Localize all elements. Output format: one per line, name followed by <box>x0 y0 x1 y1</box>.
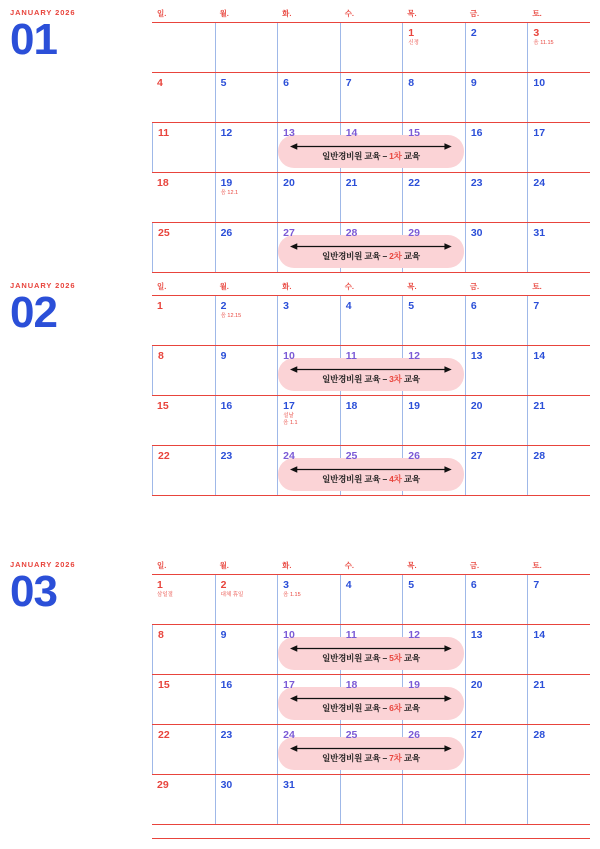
day-cell[interactable] <box>465 725 528 774</box>
day-cell-empty <box>402 775 465 824</box>
day-cell[interactable] <box>277 575 340 624</box>
month-kicker: JANUARY 2026 <box>10 560 76 569</box>
day-number: 3 <box>283 300 289 312</box>
day-cell[interactable] <box>152 725 215 774</box>
day-cell[interactable] <box>527 296 590 345</box>
day-number: 17 <box>283 400 295 412</box>
training-session-bar <box>278 458 464 491</box>
day-cell-empty <box>340 775 403 824</box>
day-cell[interactable] <box>152 296 215 345</box>
day-number: 22 <box>158 450 170 462</box>
day-cell[interactable] <box>152 173 215 222</box>
day-number: 4 <box>157 77 163 89</box>
day-number: 6 <box>470 300 477 312</box>
day-cell[interactable] <box>215 346 278 395</box>
day-cell[interactable] <box>152 775 215 824</box>
day-number: 29 <box>408 227 420 239</box>
day-cell[interactable] <box>527 396 590 445</box>
day-cell[interactable] <box>465 575 528 624</box>
day-cell[interactable] <box>527 173 590 222</box>
day-cell[interactable] <box>527 73 590 122</box>
day-cell[interactable] <box>152 575 215 624</box>
week-row <box>152 223 590 273</box>
day-number: 10 <box>283 350 295 362</box>
weekday-header: 일. <box>157 561 167 570</box>
week-row <box>152 775 590 825</box>
day-number: 13 <box>283 127 295 139</box>
day-number: 24 <box>283 450 295 462</box>
day-number: 12 <box>220 127 233 139</box>
day-cell[interactable] <box>152 675 215 724</box>
day-cell[interactable] <box>527 23 590 72</box>
day-number: 12 <box>408 629 420 641</box>
day-number: 4 <box>345 579 352 591</box>
week-row <box>152 575 590 625</box>
day-cell[interactable] <box>465 396 528 445</box>
weekday-header: 금. <box>469 561 480 570</box>
day-number: 20 <box>470 400 483 412</box>
day-cell[interactable] <box>402 23 465 72</box>
day-number: 28 <box>345 227 358 239</box>
day-number: 2 <box>220 300 227 312</box>
weekday-header: 수. <box>344 282 355 291</box>
day-note: 음 11.15 <box>533 40 554 46</box>
day-number: 16 <box>220 679 233 691</box>
day-cell-empty <box>340 23 403 72</box>
day-cell[interactable] <box>340 575 403 624</box>
day-note: 음 12.15 <box>220 313 242 319</box>
training-session-bar <box>278 235 464 268</box>
day-cell[interactable] <box>465 73 528 122</box>
month-label <box>10 560 150 616</box>
training-session-bar <box>278 135 464 168</box>
day-number: 27 <box>283 227 295 239</box>
day-cell[interactable] <box>465 296 528 345</box>
day-cell[interactable] <box>215 575 278 624</box>
day-note: 신정 <box>408 40 419 46</box>
day-cell[interactable] <box>340 296 403 345</box>
day-number: 9 <box>220 350 227 362</box>
day-cell[interactable] <box>152 223 215 272</box>
day-number: 22 <box>158 729 170 741</box>
day-number: 6 <box>470 579 477 591</box>
day-number: 25 <box>158 227 170 239</box>
day-cell[interactable] <box>215 396 278 445</box>
day-cell[interactable] <box>215 725 278 774</box>
day-cell[interactable] <box>527 346 590 395</box>
calendar-grid <box>152 281 590 496</box>
week-row <box>152 625 590 675</box>
week-row <box>152 675 590 725</box>
day-number: 23 <box>220 729 233 741</box>
day-number: 4 <box>345 300 352 312</box>
week-row <box>152 23 590 73</box>
day-number: 13 <box>470 350 483 362</box>
month-number: 02 <box>10 288 57 337</box>
day-cell[interactable] <box>152 396 215 445</box>
day-cell[interactable] <box>465 346 528 395</box>
training-session-label: 일반경비원 교육 – 4차 교육 <box>322 474 420 484</box>
day-cell[interactable] <box>465 123 528 172</box>
day-number: 13 <box>470 629 483 641</box>
day-number: 9 <box>220 629 227 641</box>
day-number: 16 <box>470 127 483 139</box>
training-session-label: 일반경비원 교육 – 1차 교육 <box>322 151 420 161</box>
week-row <box>152 123 590 173</box>
training-session-bar <box>278 637 464 670</box>
day-cell[interactable] <box>527 575 590 624</box>
day-cell[interactable] <box>215 675 278 724</box>
day-cell[interactable] <box>465 23 528 72</box>
week-row <box>152 296 590 346</box>
day-number: 31 <box>283 779 295 791</box>
day-number: 18 <box>157 177 169 189</box>
double-arrow-icon <box>290 466 452 473</box>
day-cell-empty <box>215 23 278 72</box>
week-row <box>152 73 590 123</box>
day-cell[interactable] <box>277 775 340 824</box>
day-number: 25 <box>345 729 358 741</box>
day-cell[interactable] <box>340 73 403 122</box>
weekday-header: 목. <box>407 282 417 291</box>
weekday-header: 화. <box>282 561 292 570</box>
day-number: 14 <box>533 629 546 641</box>
day-cell[interactable] <box>465 625 528 674</box>
day-number: 3 <box>283 579 289 591</box>
day-cell[interactable] <box>215 223 278 272</box>
weekday-header: 수. <box>344 9 355 18</box>
day-cell-empty <box>277 23 340 72</box>
day-number: 1 <box>408 27 415 39</box>
day-cell-empty <box>465 775 528 824</box>
day-cell[interactable] <box>277 73 340 122</box>
weekday-header-row <box>152 8 590 23</box>
day-cell[interactable] <box>402 73 465 122</box>
training-session-label: 일반경비원 교육 – 5차 교육 <box>322 653 420 663</box>
day-cell[interactable] <box>465 173 528 222</box>
day-number: 29 <box>157 779 169 791</box>
day-number: 8 <box>158 629 164 641</box>
day-number: 12 <box>408 350 420 362</box>
weekday-header: 월. <box>219 9 229 18</box>
day-number: 16 <box>220 400 233 412</box>
day-note: 설날 음 1.1 <box>283 413 298 426</box>
day-number: 27 <box>470 729 483 741</box>
day-number: 11 <box>345 629 357 641</box>
week-row <box>152 446 590 496</box>
month-kicker: JANUARY 2026 <box>10 281 76 290</box>
month-number: 01 <box>10 15 57 64</box>
day-cell[interactable] <box>277 296 340 345</box>
weekday-header: 목. <box>407 561 417 570</box>
training-session-label: 일반경비원 교육 – 6차 교육 <box>322 703 420 713</box>
day-number: 31 <box>533 227 546 239</box>
day-number: 11 <box>345 350 357 362</box>
bottom-rule <box>152 838 590 839</box>
day-number: 15 <box>408 127 420 139</box>
day-number: 14 <box>345 127 358 139</box>
day-number: 21 <box>533 400 546 412</box>
double-arrow-icon <box>290 243 452 250</box>
day-cell[interactable] <box>340 396 403 445</box>
day-number: 1 <box>157 579 163 591</box>
day-number: 18 <box>345 400 358 412</box>
double-arrow-icon <box>290 745 452 752</box>
weekday-header: 금. <box>469 282 480 291</box>
day-cell[interactable] <box>465 675 528 724</box>
day-number: 3 <box>533 27 540 39</box>
day-cell[interactable] <box>152 123 215 172</box>
weekday-header: 일. <box>157 9 167 18</box>
day-number: 28 <box>533 450 546 462</box>
month-number: 03 <box>10 567 57 616</box>
weekday-header-row <box>152 560 590 575</box>
day-note: 삼일절 <box>157 592 173 598</box>
double-arrow-icon <box>290 366 452 373</box>
weekday-header: 일. <box>157 282 167 291</box>
weekday-header: 금. <box>469 9 480 18</box>
day-cell[interactable] <box>215 446 278 495</box>
day-number: 30 <box>470 227 483 239</box>
double-arrow-icon <box>290 695 452 702</box>
day-cell[interactable] <box>340 173 403 222</box>
day-number: 20 <box>283 177 295 189</box>
weekday-header: 토. <box>532 9 542 18</box>
day-cell[interactable] <box>402 173 465 222</box>
day-cell[interactable] <box>215 296 278 345</box>
day-number: 19 <box>408 400 420 412</box>
day-cell[interactable] <box>402 396 465 445</box>
weekday-header: 화. <box>282 282 292 291</box>
calendar-grid <box>152 560 590 825</box>
double-arrow-icon <box>290 143 452 150</box>
day-number: 30 <box>220 779 233 791</box>
day-cell[interactable] <box>215 173 278 222</box>
training-session-label: 일반경비원 교육 – 3차 교육 <box>322 374 420 384</box>
day-cell[interactable] <box>527 446 590 495</box>
day-number: 7 <box>533 579 540 591</box>
calendar-grid <box>152 8 590 273</box>
weekday-header: 화. <box>282 9 292 18</box>
day-number: 21 <box>345 177 358 189</box>
day-cell[interactable] <box>527 625 590 674</box>
day-number: 17 <box>533 127 546 139</box>
day-number: 14 <box>533 350 546 362</box>
day-number: 25 <box>345 450 358 462</box>
week-row <box>152 725 590 775</box>
day-number: 24 <box>533 177 546 189</box>
training-session-bar <box>278 687 464 720</box>
month-label <box>10 8 150 64</box>
weekday-header: 월. <box>219 561 229 570</box>
day-note: 음 1.15 <box>283 592 301 598</box>
day-number: 26 <box>220 227 233 239</box>
day-number: 8 <box>158 350 164 362</box>
day-number: 7 <box>345 77 352 89</box>
day-number: 10 <box>533 77 546 89</box>
day-cell[interactable] <box>527 123 590 172</box>
day-number: 23 <box>470 177 483 189</box>
month-label <box>10 281 150 337</box>
day-cell[interactable] <box>215 73 278 122</box>
training-session-label: 일반경비원 교육 – 7차 교육 <box>322 753 420 763</box>
day-number: 21 <box>533 679 546 691</box>
day-cell[interactable] <box>465 223 528 272</box>
day-cell[interactable] <box>152 346 215 395</box>
day-number: 27 <box>470 450 483 462</box>
day-number: 26 <box>408 450 420 462</box>
day-note: 음 12.1 <box>220 190 239 196</box>
day-number: 5 <box>220 77 227 89</box>
day-number: 17 <box>283 679 295 691</box>
training-session-bar <box>278 358 464 391</box>
training-session-label: 일반경비원 교육 – 2차 교육 <box>322 251 420 261</box>
day-cell[interactable] <box>215 625 278 674</box>
day-number: 24 <box>283 729 295 741</box>
day-number: 11 <box>158 127 170 139</box>
weekday-header: 월. <box>219 282 229 291</box>
day-number: 10 <box>283 629 295 641</box>
weekday-header: 토. <box>532 282 542 291</box>
weekday-header-row <box>152 281 590 296</box>
training-session-bar <box>278 737 464 770</box>
day-number: 20 <box>470 679 483 691</box>
day-cell[interactable] <box>215 123 278 172</box>
day-number: 26 <box>408 729 420 741</box>
weekday-header: 수. <box>344 561 355 570</box>
day-cell[interactable] <box>402 296 465 345</box>
day-cell[interactable] <box>402 575 465 624</box>
week-row <box>152 173 590 223</box>
day-number: 19 <box>408 679 420 691</box>
day-number: 15 <box>157 400 169 412</box>
day-number: 19 <box>220 177 233 189</box>
month-kicker: JANUARY 2026 <box>10 8 76 17</box>
day-number: 1 <box>157 300 163 312</box>
day-number: 6 <box>283 77 289 89</box>
day-cell[interactable] <box>152 73 215 122</box>
week-row <box>152 346 590 396</box>
day-number: 2 <box>470 27 477 39</box>
day-number: 2 <box>220 579 227 591</box>
day-number: 23 <box>220 450 233 462</box>
day-cell[interactable] <box>152 446 215 495</box>
day-cell[interactable] <box>277 396 340 445</box>
day-cell-empty <box>527 775 590 824</box>
day-cell[interactable] <box>527 675 590 724</box>
day-number: 7 <box>533 300 540 312</box>
day-cell[interactable] <box>465 446 528 495</box>
double-arrow-icon <box>290 645 452 652</box>
day-number: 22 <box>408 177 420 189</box>
day-cell[interactable] <box>527 725 590 774</box>
day-number: 8 <box>408 77 415 89</box>
day-number: 9 <box>470 77 477 89</box>
day-number: 28 <box>533 729 546 741</box>
day-number: 5 <box>408 579 415 591</box>
day-cell[interactable] <box>152 625 215 674</box>
weekday-header: 토. <box>532 561 542 570</box>
day-note: 대체 휴일 <box>220 592 244 598</box>
day-number: 5 <box>408 300 415 312</box>
day-number: 18 <box>345 679 358 691</box>
day-cell[interactable] <box>277 173 340 222</box>
day-cell[interactable] <box>527 223 590 272</box>
day-cell-empty <box>152 23 215 72</box>
weekday-header: 목. <box>407 9 417 18</box>
week-row <box>152 396 590 446</box>
day-number: 15 <box>158 679 170 691</box>
day-cell[interactable] <box>215 775 278 824</box>
